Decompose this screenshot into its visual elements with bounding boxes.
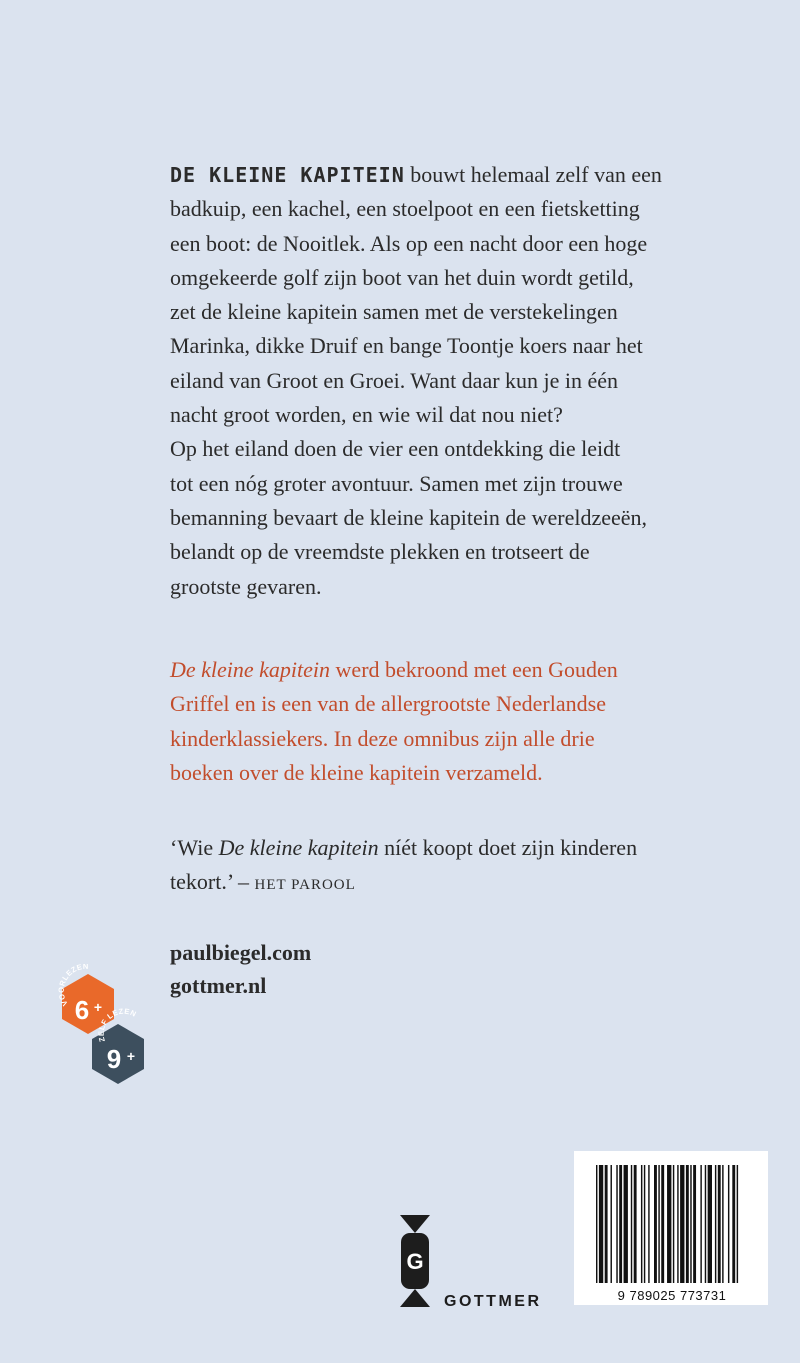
award-line-2: Griffel en is een van de allergrootste Nederlandse	[170, 691, 606, 717]
blurb-line-6: Marinka, dikke Druif en bange Toontje koers naar het	[170, 333, 643, 359]
barcode-bar	[599, 1165, 603, 1283]
barcode-bar	[737, 1165, 738, 1283]
blurb-line-9: Op het eiland doen de vier een ontdekking die leidt	[170, 436, 621, 462]
blurb-line-8: nacht groot worden, en wie wil dat nou niet?	[170, 402, 563, 428]
barcode	[574, 1151, 768, 1305]
barcode-bar	[634, 1165, 637, 1283]
blurb-line-5: zet de kleine kapitein samen met de verstekelingen	[170, 299, 618, 325]
blurb-line-12: belandt op de vreemdste plekken en trotseert de	[170, 539, 590, 565]
barcode-bar	[661, 1165, 664, 1283]
websites	[170, 936, 311, 1002]
blurb-lead-title: DE KLEINE KAPITEIN	[170, 163, 405, 187]
barcode-bar	[611, 1165, 612, 1283]
barcode-number: 9 789025 773731	[617, 1288, 727, 1303]
award-line-4: boeken over de kleine kapitein verzameld.	[170, 759, 543, 785]
award-line-1: De kleine kapitein werd bekroond met een Gouden	[170, 657, 618, 682]
quote-line-1: ‘Wie De kleine kapitein níét koopt doet zijn kinderen	[170, 835, 638, 860]
blurb-line-10: tot een nóg groter avontuur. Samen met zijn trouwe	[170, 470, 623, 496]
website-author: paulbiegel.com	[170, 940, 312, 965]
website-publisher: gottmer.nl	[170, 973, 267, 998]
barcode-bar	[677, 1165, 678, 1283]
award-book-title: De kleine kapitein	[170, 657, 331, 682]
blurb-line-7: eiland van Groot en Groei. Want daar kun je in één	[170, 367, 619, 393]
blurb-line-11: bemanning bevaart de kleine kapitein de wereldzeeën,	[170, 504, 648, 530]
barcode-bar	[722, 1165, 723, 1283]
barcode-bar	[728, 1165, 729, 1283]
award-paragraph	[170, 653, 690, 790]
barcode-bar	[708, 1165, 712, 1283]
blurb-line-3: een boot: de Nooitlek. Als op een nacht door een hoge	[170, 230, 648, 256]
barcode-bar	[673, 1165, 674, 1283]
barcode-bar	[686, 1165, 689, 1283]
quote-line-2: tekort.’ – HET PAROOL	[170, 869, 356, 895]
review-quote	[170, 831, 690, 903]
barcode-bar	[619, 1165, 622, 1283]
gottmer-logo	[398, 1212, 568, 1312]
badge-zelf-lezen-plus: +	[126, 1048, 136, 1064]
barcode-bar	[605, 1165, 608, 1283]
quote-source: HET PAROOL	[254, 877, 356, 894]
barcode-bar	[641, 1165, 642, 1283]
barcode-bar	[715, 1165, 716, 1283]
barcode-bar	[680, 1165, 684, 1283]
blurb-line-13: grootste gevaren.	[170, 573, 322, 599]
barcode-bar	[654, 1165, 657, 1283]
barcode-bar	[690, 1165, 691, 1283]
quote-book-title: De kleine kapitein	[218, 835, 379, 860]
blurb-line-1: DE KLEINE KAPITEIN bouwt helemaal zelf van een	[170, 162, 662, 187]
badge-voorlezen-label: VOORLEZEN	[56, 964, 89, 1008]
publisher-name: GOTTMER	[444, 1293, 542, 1310]
age-badges	[54, 964, 154, 1094]
logo-letter: G	[406, 1249, 424, 1274]
blurb	[170, 158, 690, 604]
award-line-3: kinderklassiekers. In deze omnibus zijn alle drie	[170, 725, 595, 751]
barcode-bars	[596, 1165, 738, 1283]
barcode-bar	[667, 1165, 671, 1283]
barcode-bar	[631, 1165, 632, 1283]
barcode-bar	[658, 1165, 659, 1283]
barcode-bar	[718, 1165, 721, 1283]
barcode-bar	[616, 1165, 617, 1283]
badge-voorlezen-age: 6	[74, 995, 90, 1025]
barcode-bar	[596, 1165, 597, 1283]
blurb-line-2: badkuip, een kachel, een stoelpoot en een fietsketting	[170, 196, 640, 222]
barcode-bar	[693, 1165, 696, 1283]
barcode-bar	[648, 1165, 649, 1283]
badge-zelf-lezen-label: ZELF LEZEN	[96, 1006, 138, 1043]
barcode-bar	[732, 1165, 735, 1283]
barcode-bar	[644, 1165, 645, 1283]
barcode-bar	[700, 1165, 701, 1283]
badge-zelf-lezen-age: 9	[106, 1044, 122, 1074]
barcode-box	[574, 1151, 768, 1305]
barcode-bar	[624, 1165, 628, 1283]
barcode-bar	[705, 1165, 706, 1283]
badge-voorlezen-plus: +	[93, 999, 103, 1015]
blurb-line-4: omgekeerde golf zijn boot van het duin wordt getild,	[170, 264, 634, 290]
